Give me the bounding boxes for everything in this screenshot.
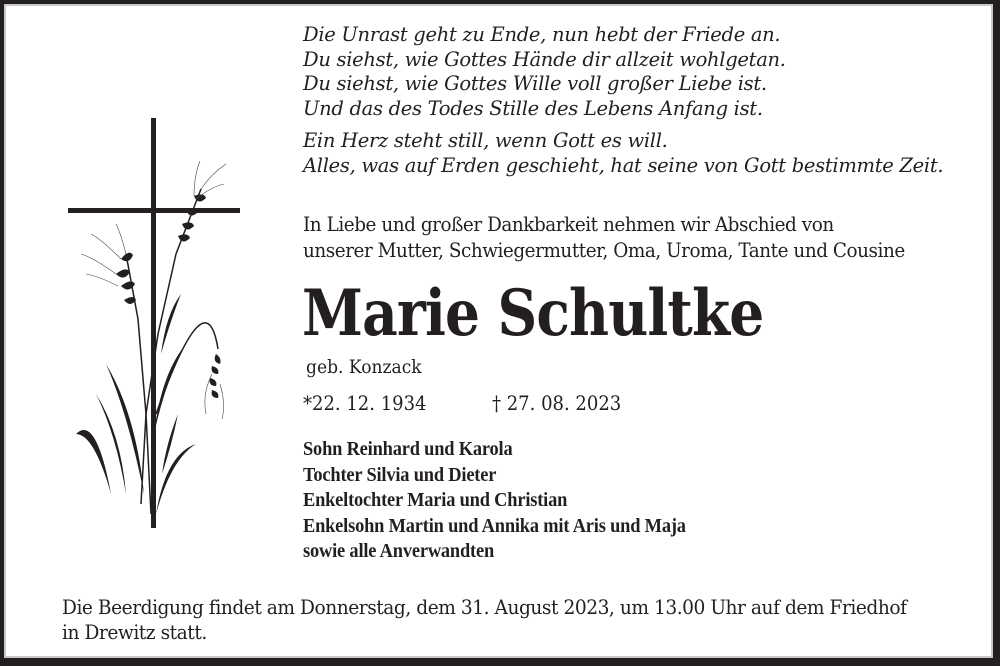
poem-line: Alles, was auf Erden geschieht, hat seine von Gott bestimmte Zeit. (303, 153, 944, 177)
maiden-name: geb. Konzack (306, 356, 422, 378)
poem (303, 23, 943, 178)
intro-text (303, 211, 905, 263)
intro-line: In Liebe und großer Dankbarkeit nehmen wir Abschied von (303, 212, 834, 236)
mourners-list (303, 437, 686, 565)
poem-line: Die Unrast geht zu Ende, nun hebt der Friede an. (303, 23, 781, 46)
death-date: † 27. 08. 2023 (492, 391, 622, 415)
mourner: Sohn Reinhard und Karola (303, 438, 513, 460)
obituary-card (4, 4, 993, 658)
deceased-name: Marie Schultke (302, 276, 764, 351)
poem-line: Du siehst, wie Gottes Hände dir allzeit wohlgetan. (303, 47, 786, 71)
mourner: Tochter Silvia und Dieter (303, 463, 497, 486)
mourner: sowie alle Anverwandten (303, 540, 495, 562)
mourner: Enkelsohn Martin und Annika mit Aris und Maja (303, 514, 686, 537)
poem-line: Ein Herz steht still, wenn Gott es will. (303, 129, 668, 152)
birth-date: *22. 12. 1934 (303, 391, 427, 415)
funeral-line: in Drewitz statt. (62, 620, 207, 644)
poem-line: Und das des Todes Stille des Lebens Anfang ist. (303, 96, 763, 120)
life-dates (303, 391, 622, 415)
cross-with-wheat-icon (66, 114, 246, 539)
funeral-line: Die Beerdigung findet am Donnerstag, dem 31. August 2023, um 13.00 Uhr auf dem Friedhof (62, 595, 907, 619)
poem-line: Du siehst, wie Gottes Wille voll großer Liebe ist. (303, 72, 767, 95)
mourner: Enkeltochter Maria und Christian (303, 489, 568, 511)
funeral-notice (62, 595, 907, 645)
intro-line: unserer Mutter, Schwiegermutter, Oma, Uroma, Tante und Cousine (303, 238, 905, 262)
